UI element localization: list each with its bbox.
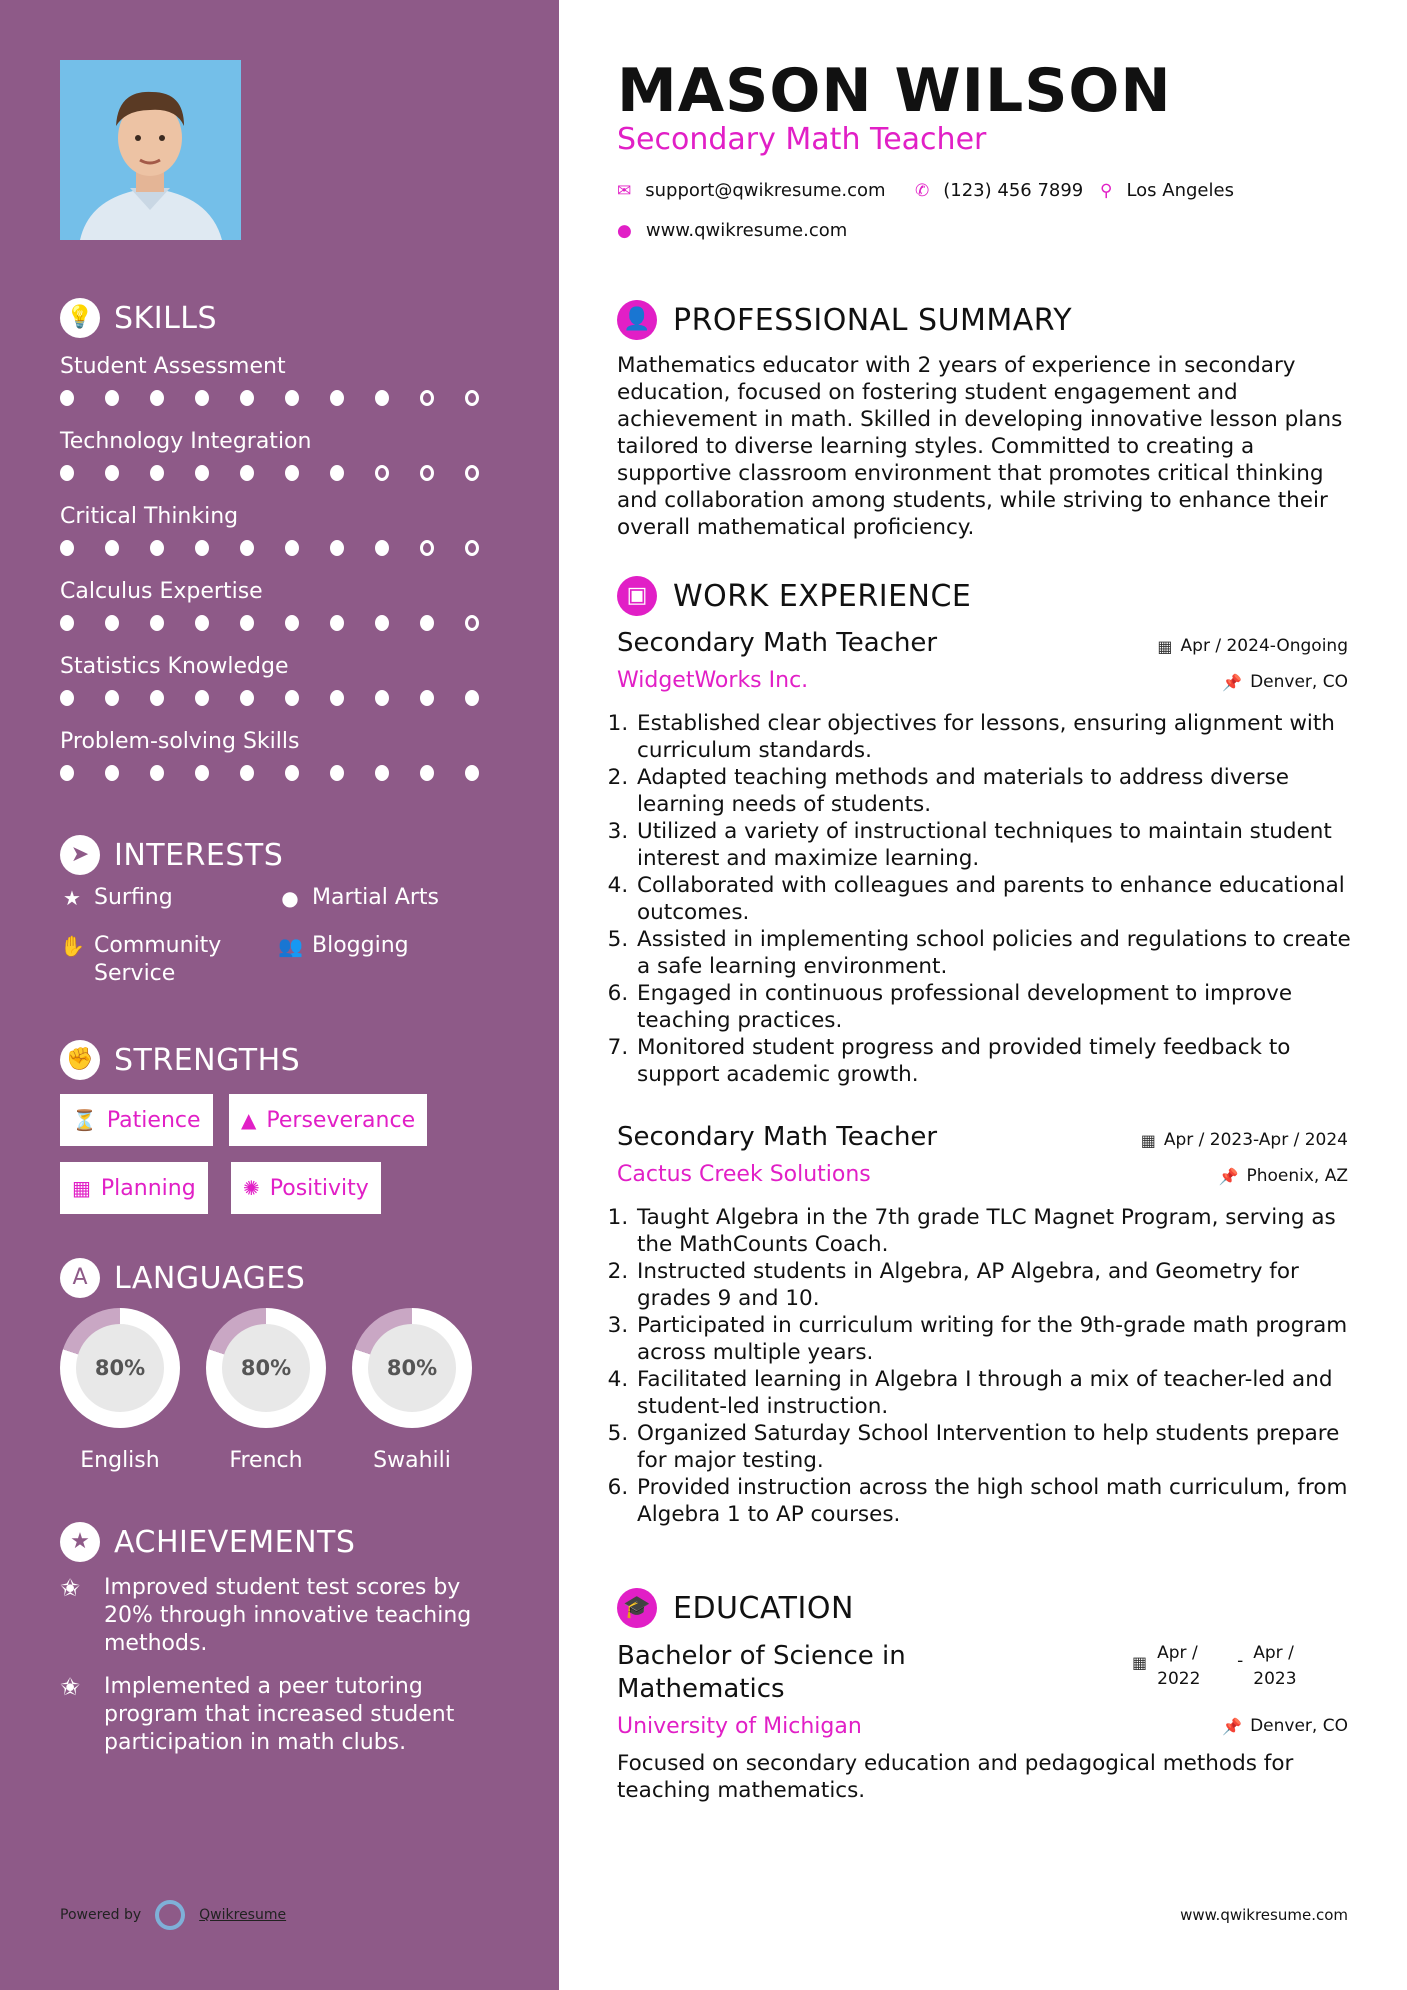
language-name: Swahili [373, 1448, 451, 1473]
shooting-star-icon: ✬ [60, 1574, 81, 1602]
duty-item: 4. Collaborated with colleagues and parents to enhance educational outcomes. [635, 872, 1357, 926]
skill-rating [60, 540, 510, 556]
interest-item: 👥 Blogging [278, 933, 409, 958]
rating-dot [240, 615, 254, 631]
rating-dot [285, 615, 299, 631]
duty-item: 3. Participated in curriculum writing for the 9th-grade math program across multiple years. [635, 1312, 1357, 1366]
strengths-title: STRENGTHS [114, 1042, 301, 1078]
job-company: WidgetWorks Inc. [617, 668, 809, 693]
interest-item: ★ Surfing [60, 884, 173, 912]
contact-phone: ✆ (123) 456 7899 [915, 180, 1084, 201]
profile-photo [60, 60, 241, 240]
skill-item [60, 727, 510, 781]
rating-dot [195, 765, 209, 781]
language-icon: A [60, 1258, 100, 1298]
job-duties [617, 1204, 1357, 1528]
rating-dot [375, 540, 389, 556]
skill-name: Critical Thinking [60, 504, 239, 529]
rating-dot [465, 390, 479, 406]
skills-heading [60, 298, 217, 338]
duty-item: 5. Assisted in implementing school policies and regulations to create a safe learning environment. [635, 926, 1357, 980]
languages-title: LANGUAGES [114, 1260, 306, 1296]
language-item [350, 1308, 474, 1473]
presenter-icon: ▣ [617, 576, 657, 616]
trophy-icon: ★ [60, 1522, 100, 1562]
achievement-item: ✬ Implemented a peer tutoring program that increased student participation in math clubs. [60, 1673, 455, 1755]
pushpin-icon: 📌 [1222, 672, 1243, 692]
rating-dot [375, 615, 389, 631]
achievements-title: ACHIEVEMENTS [114, 1524, 356, 1560]
lightbulb-icon: 💡 [60, 298, 100, 338]
duty-item: 1. Taught Algebra in the 7th grade TLC Magnet Program, serving as the MathCounts Coach. [635, 1204, 1357, 1258]
achievements-heading [60, 1522, 355, 1562]
rating-dot [330, 465, 344, 481]
rating-dot [60, 540, 74, 556]
rating-dot [240, 465, 254, 481]
rating-dot [420, 390, 434, 406]
language-percent: 80% [76, 1324, 164, 1412]
strength-badge: ▲ Perseverance [229, 1094, 427, 1146]
rating-dot [420, 465, 434, 481]
rating-dot [150, 390, 164, 406]
work-heading [617, 576, 971, 616]
rating-dot [465, 465, 479, 481]
user-icon: 👤 [617, 300, 657, 340]
rating-dot [375, 765, 389, 781]
skill-rating [60, 690, 510, 706]
contact-email: ✉ support@qwikresume.com [617, 180, 886, 201]
rating-dot [330, 615, 344, 631]
rating-dot [60, 465, 74, 481]
powered-by: Powered by Qwikresume [60, 1900, 286, 1930]
duty-item: 6. Provided instruction across the high school math curriculum, from Algebra 1 to AP courses. [635, 1474, 1357, 1528]
work-title: WORK EXPERIENCE [673, 578, 972, 614]
calendar-icon: ▦ [1132, 1653, 1148, 1672]
language-percent: 80% [368, 1324, 456, 1412]
rating-dot [330, 540, 344, 556]
hand-icon: ✋ [60, 934, 85, 958]
skill-item [60, 652, 510, 706]
contact-website: ● www.qwikresume.com [617, 220, 848, 241]
rating-dot [105, 540, 119, 556]
language-percent: 80% [222, 1324, 310, 1412]
rating-dot [195, 465, 209, 481]
rating-dot [195, 540, 209, 556]
sun-icon: ✺ [243, 1176, 260, 1200]
users-icon: 👥 [278, 934, 303, 958]
envelope-icon: ✉ [617, 180, 632, 201]
duty-item: 6. Engaged in continuous professional development to improve teaching practices. [635, 980, 1357, 1034]
language-name: French [229, 1448, 303, 1473]
skill-rating [60, 390, 510, 406]
rating-dot [150, 465, 164, 481]
strength-badge: ✺ Positivity [231, 1162, 381, 1214]
skills-title: SKILLS [114, 300, 218, 336]
strength-badge: ▦ Planning [60, 1162, 208, 1214]
language-item [58, 1308, 182, 1473]
skill-item [60, 427, 510, 481]
rating-dot [465, 615, 479, 631]
skill-rating [60, 615, 510, 631]
skill-rating [60, 765, 510, 781]
job-dates: ▦ Apr / 2024-Ongoing [1157, 636, 1348, 656]
rating-dot [60, 390, 74, 406]
road-icon: ▲ [241, 1108, 257, 1132]
rating-dot [330, 765, 344, 781]
rating-dot [420, 540, 434, 556]
rating-dot [465, 540, 479, 556]
summary-heading [617, 300, 1072, 340]
footer-website[interactable]: www.qwikresume.com [1180, 1906, 1348, 1924]
skill-item [60, 502, 510, 556]
job-title: Secondary Math Teacher [617, 628, 938, 658]
education-dates: ▦ Apr / 2022 - Apr / 2023 [1132, 1640, 1323, 1692]
rating-dot [285, 540, 299, 556]
interests-heading [60, 835, 283, 875]
paper-plane-icon: ➤ [60, 835, 100, 875]
star-icon: ★ [63, 886, 81, 910]
globe-icon: ● [617, 220, 632, 241]
rating-dot [285, 765, 299, 781]
summary-text: Mathematics educator with 2 years of experience in secondary education, focused on fostering student engagement and achievement in math. Skilled in developing innovative lesson plans tailored to diverse learning styles. Committed to creating a supportive classroom environment that promotes critical thinking and collaboration among students, while striving to enhance their overall mathematical proficiency. [617, 353, 1343, 540]
qwikresume-logo-icon [155, 1900, 185, 1930]
rating-dot [240, 390, 254, 406]
rating-dot [420, 615, 434, 631]
calendar-icon: ▦ [1157, 636, 1173, 656]
candidate-title: Secondary Math Teacher [617, 122, 987, 157]
achievement-item: ✬ Improved student test scores by 20% through innovative teaching methods. [60, 1574, 472, 1656]
education-description: Focused on secondary education and pedagogical methods for teaching mathematics. [617, 1751, 1294, 1803]
rating-dot [150, 615, 164, 631]
interest-item: ✋ Community Service [60, 933, 222, 986]
hourglass-icon: ⏳ [72, 1108, 97, 1132]
rating-dot [150, 690, 164, 706]
job-dates: ▦ Apr / 2023-Apr / 2024 [1140, 1130, 1348, 1150]
job-location: 📌 Phoenix, AZ [1218, 1166, 1348, 1186]
rating-dot [420, 690, 434, 706]
skill-rating [60, 465, 510, 481]
skill-name: Statistics Knowledge [60, 654, 289, 679]
language-ring [60, 1308, 180, 1428]
rating-dot [285, 690, 299, 706]
rating-dot [195, 390, 209, 406]
skill-name: Calculus Expertise [60, 579, 263, 604]
rating-dot [285, 390, 299, 406]
pushpin-icon: 📌 [1218, 1166, 1239, 1186]
summary-title: PROFESSIONAL SUMMARY [673, 302, 1073, 338]
job-title: Secondary Math Teacher [617, 1122, 938, 1152]
job-company: Cactus Creek Solutions [617, 1162, 871, 1187]
rating-dot [465, 765, 479, 781]
rating-dot [240, 540, 254, 556]
language-name: English [80, 1448, 160, 1473]
languages-heading [60, 1258, 305, 1298]
candidate-name: MASON WILSON [617, 56, 1172, 126]
education-title: EDUCATION [673, 1590, 854, 1626]
strengths-heading [60, 1040, 300, 1080]
graduation-icon: 🎓 [617, 1588, 657, 1628]
duty-item: 2. Adapted teaching methods and materials to address diverse learning needs of students. [635, 764, 1357, 818]
duty-item: 7. Monitored student progress and provided timely feedback to support academic growth. [635, 1034, 1357, 1088]
education-location: 📌 Denver, CO [1222, 1716, 1348, 1736]
skill-name: Technology Integration [60, 429, 312, 454]
rating-dot [240, 690, 254, 706]
strength-badge: ⏳ Patience [60, 1094, 213, 1146]
skill-name: Student Assessment [60, 354, 286, 379]
rating-dot [105, 690, 119, 706]
job-location: 📌 Denver, CO [1222, 672, 1348, 692]
duty-item: 4. Facilitated learning in Algebra I through a mix of teacher-led and student-led instruction. [635, 1366, 1357, 1420]
globe-icon: ● [281, 886, 299, 910]
rating-dot [465, 690, 479, 706]
rating-dot [330, 390, 344, 406]
rating-dot [285, 465, 299, 481]
duty-item: 3. Utilized a variety of instructional techniques to maintain student interest and maximize learning. [635, 818, 1357, 872]
pushpin-icon: 📌 [1222, 1716, 1243, 1736]
duty-item: 2. Instructed students in Algebra, AP Algebra, and Geometry for grades 9 and 10. [635, 1258, 1357, 1312]
calendar-icon: ▦ [1140, 1130, 1156, 1150]
rating-dot [60, 615, 74, 631]
rating-dot [105, 615, 119, 631]
interests-title: INTERESTS [114, 837, 284, 873]
rating-dot [375, 690, 389, 706]
degree-title: Bachelor of Science in Mathematics [617, 1641, 906, 1704]
rating-dot [375, 390, 389, 406]
duty-item: 1. Established clear objectives for lessons, ensuring alignment with curriculum standards. [635, 710, 1357, 764]
rating-dot [105, 390, 119, 406]
skill-name: Problem-solving Skills [60, 729, 300, 754]
skill-item [60, 577, 510, 631]
job-duties [617, 710, 1357, 1088]
rating-dot [330, 690, 344, 706]
rating-dot [105, 465, 119, 481]
rating-dot [375, 465, 389, 481]
qwikresume-link[interactable]: Qwikresume [199, 1907, 287, 1923]
rating-dot [60, 690, 74, 706]
rating-dot [105, 765, 119, 781]
calendar-icon: ▦ [72, 1176, 91, 1200]
skill-item [60, 352, 510, 406]
phone-icon: ✆ [915, 180, 930, 201]
fist-icon: ✊ [60, 1040, 100, 1080]
language-item [204, 1308, 328, 1473]
shooting-star-icon: ✬ [60, 1673, 81, 1701]
rating-dot [420, 765, 434, 781]
rating-dot [150, 765, 164, 781]
contact-location: ⚲ Los Angeles [1100, 180, 1234, 201]
school-name: University of Michigan [617, 1714, 862, 1739]
rating-dot [195, 615, 209, 631]
language-ring [352, 1308, 472, 1428]
rating-dot [240, 765, 254, 781]
rating-dot [60, 765, 74, 781]
interest-item: ● Martial Arts [278, 884, 439, 912]
map-pin-icon: ⚲ [1100, 180, 1113, 201]
duty-item: 5. Organized Saturday School Intervention to help students prepare for major testing. [635, 1420, 1357, 1474]
sidebar [0, 0, 559, 1990]
language-ring [206, 1308, 326, 1428]
education-heading [617, 1588, 854, 1628]
rating-dot [150, 540, 164, 556]
rating-dot [195, 690, 209, 706]
